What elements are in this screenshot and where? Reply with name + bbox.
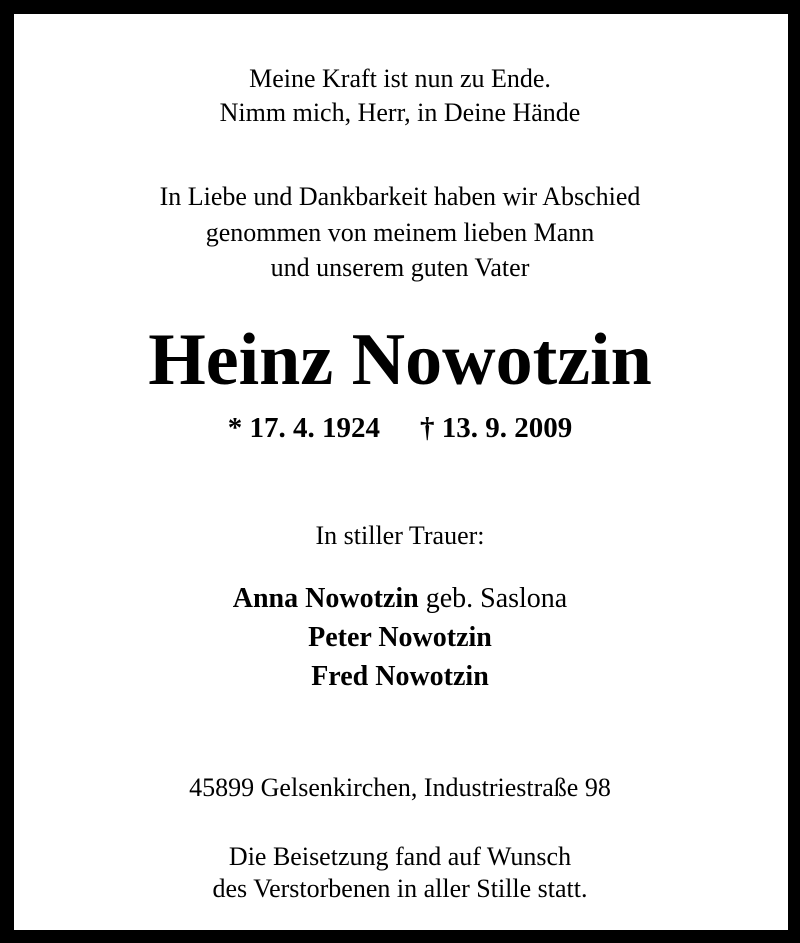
mourning-label: In stiller Trauer: <box>315 521 485 550</box>
intro-line-2: genommen von meinem lieben Mann <box>205 218 595 247</box>
life-dates <box>0 412 800 445</box>
intro-line-1: In Liebe und Dankbarkeit haben wir Abschied <box>159 182 641 211</box>
birth-date: * 17. 4. 1924 <box>227 412 380 444</box>
family-name: Peter Nowotzin <box>308 622 492 653</box>
death-date: † 13. 9. 2009 <box>420 412 573 444</box>
family-member <box>0 661 800 693</box>
family-member <box>0 622 800 654</box>
note-line-1: Die Beisetzung fand auf Wunsch <box>228 842 572 871</box>
family-suffix: geb. Saslona <box>418 583 568 614</box>
family-name: Anna Nowotzin <box>232 583 419 614</box>
verse-line-2: Nimm mich, Herr, in Deine Hände <box>219 98 581 127</box>
note-line-2: des Verstorbenen in aller Stille statt. <box>212 874 588 903</box>
intro-line-3: und unserem guten Vater <box>270 253 530 282</box>
address: 45899 Gelsenkirchen, Industriestraße 98 <box>189 773 611 802</box>
deceased-name: Heinz Nowotzin <box>148 319 652 401</box>
family-name: Fred Nowotzin <box>311 661 489 692</box>
family-member <box>0 583 800 615</box>
verse-line-1: Meine Kraft ist nun zu Ende. <box>249 64 551 93</box>
